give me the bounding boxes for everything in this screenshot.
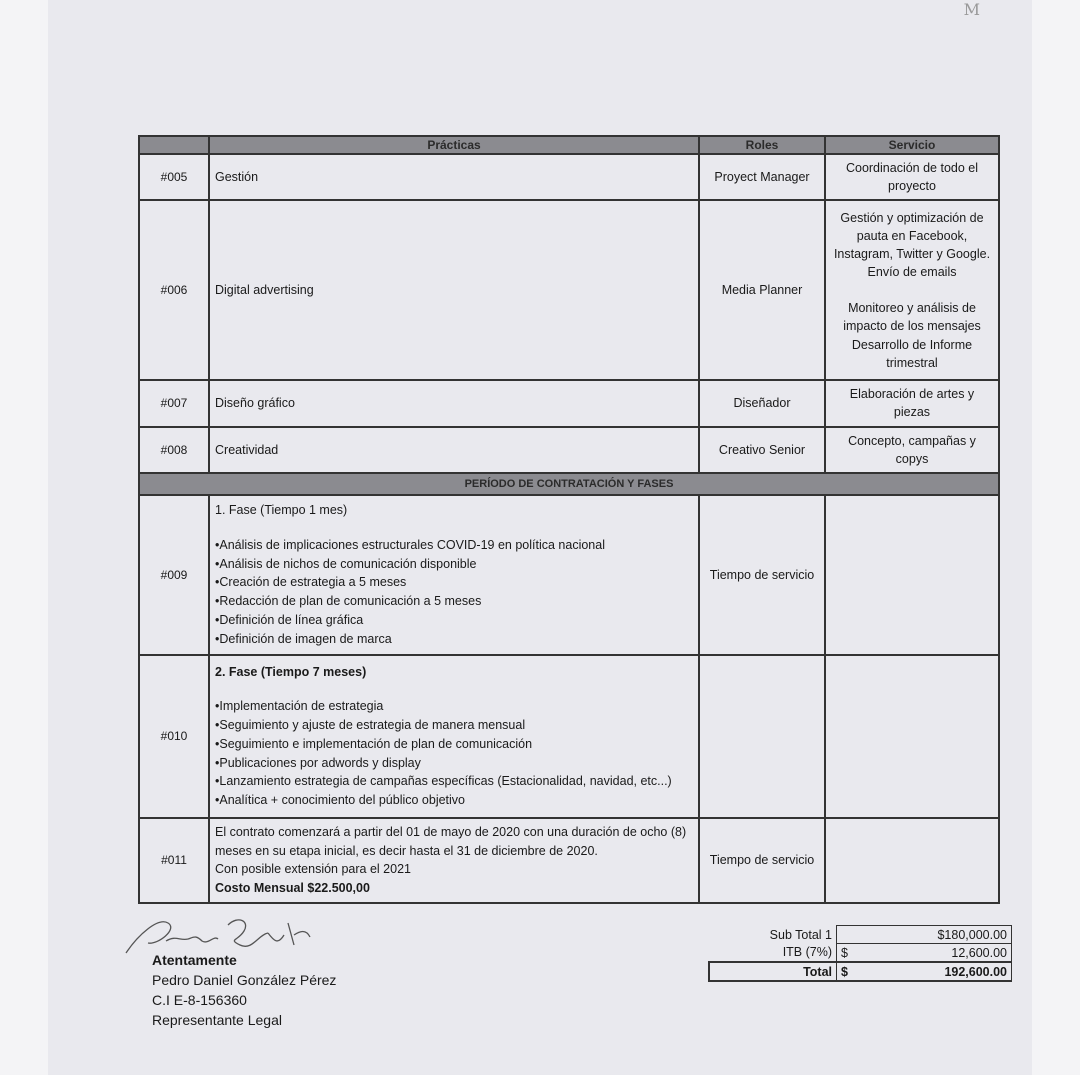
itb-row: [709, 944, 1012, 963]
row-role: Creativo Senior: [699, 427, 825, 473]
table-row: [139, 380, 999, 426]
contract-line: El contrato comenzará a partir del 01 de mayo de 2020 con una duración de ocho (8): [215, 824, 687, 839]
phase-item: •Definición de línea gráfica: [215, 612, 364, 627]
total-currency: $: [837, 962, 854, 981]
row-code: #006: [139, 200, 209, 380]
phase-item: •Análisis de nichos de comunicación disponible: [215, 556, 477, 571]
itb-amount: 12,600.00: [853, 944, 1012, 963]
row-code: #009: [139, 495, 209, 655]
row-service: [825, 818, 999, 903]
phase-item: •Redacción de plan de comunicación a 5 meses: [215, 594, 482, 609]
row-code: #007: [139, 380, 209, 426]
row-practice: Creatividad: [209, 427, 699, 473]
table-row: [139, 818, 999, 903]
phase-title: 1. Fase (Tiempo 1 mes): [215, 503, 348, 518]
table-row: [139, 495, 999, 655]
row-code: #010: [139, 655, 209, 818]
phase-title: 2. Fase (Tiempo 7 meses): [215, 664, 367, 679]
row-service: Gestión y optimización de pauta en Facebook, Instagram, Twitter y Google. Envío de emails Monitoreo y análisis de impacto de los mensajes Desarrollo de Informe trimestral: [825, 200, 999, 380]
contract-description: [209, 818, 699, 903]
row-service: [825, 655, 999, 818]
row-role: Diseñador: [699, 380, 825, 426]
row-role: Tiempo de servicio: [699, 818, 825, 903]
phase-item: •Seguimiento e implementación de plan de comunicación: [215, 736, 533, 751]
phase-description: [209, 495, 699, 655]
contract-line: meses en su etapa inicial, es decir hasta el 31 de diciembre de 2020.: [215, 843, 598, 858]
header-practicas: Prácticas: [209, 136, 699, 154]
row-code: #008: [139, 427, 209, 473]
phase-item: •Analítica + conocimiento del público objetivo: [215, 793, 466, 808]
phase-item: •Implementación de estrategia: [215, 699, 384, 714]
phase-item: •Lanzamiento estrategia de campañas específicas (Estacionalidad, navidad, etc...): [215, 774, 672, 789]
row-code: #005: [139, 154, 209, 200]
table-row: [139, 655, 999, 818]
phase-item: •Creación de estrategia a 5 meses: [215, 575, 407, 590]
section-band: [139, 473, 999, 495]
table-row: [139, 200, 999, 380]
row-service: [825, 495, 999, 655]
row-role: Proyect Manager: [699, 154, 825, 200]
closing: Atentamente: [152, 952, 237, 968]
row-practice: Gestión: [209, 154, 699, 200]
row-role: Media Planner: [699, 200, 825, 380]
row-practice: Digital advertising: [209, 200, 699, 380]
services-table: [138, 135, 1000, 904]
subtotal-amount: $180,000.00: [837, 926, 1012, 944]
signer-name: Pedro Daniel González Pérez: [152, 972, 337, 988]
table-header-row: [139, 136, 999, 154]
phase-description: [209, 655, 699, 818]
row-service: Concepto, campañas y copys: [825, 427, 999, 473]
itb-currency: $: [837, 944, 854, 963]
phase-item: •Análisis de implicaciones estructurales COVID-19 en política nacional: [215, 537, 605, 552]
row-service: Elaboración de artes y piezas: [825, 380, 999, 426]
phase-item: •Seguimiento y ajuste de estrategia de manera mensual: [215, 718, 526, 733]
table-row: [139, 427, 999, 473]
signer-id: C.I E-8-156360: [152, 992, 247, 1008]
phase-item: •Publicaciones por adwords y display: [215, 755, 421, 770]
row-role: Tiempo de servicio: [699, 495, 825, 655]
header-roles: Roles: [699, 136, 825, 154]
page-mark: M: [963, 0, 980, 19]
row-practice: Diseño gráfico: [209, 380, 699, 426]
total-row: [709, 962, 1012, 981]
signer-title: Representante Legal: [152, 1012, 282, 1028]
itb-label: ITB (7%): [782, 945, 832, 960]
subtotal-label: Sub Total 1: [769, 927, 832, 942]
row-role: [699, 655, 825, 818]
total-amount: 192,600.00: [853, 962, 1012, 981]
total-label: Total: [709, 962, 837, 981]
monthly-cost: Costo Mensual $22.500,00: [215, 881, 370, 895]
table-row: [139, 154, 999, 200]
totals-table: [708, 925, 1012, 982]
header-code: [139, 136, 209, 154]
phase-item: •Definición de imagen de marca: [215, 631, 392, 646]
subtotal-row: [709, 926, 1012, 944]
signature-block: [152, 950, 336, 1030]
contract-line: Con posible extensión para el 2021: [215, 862, 411, 877]
header-servicio: Servicio: [825, 136, 999, 154]
band-label: PERÍODO DE CONTRATACIÓN Y FASES: [139, 473, 999, 495]
row-code: #011: [139, 818, 209, 903]
row-service: Coordinación de todo el proyecto: [825, 154, 999, 200]
